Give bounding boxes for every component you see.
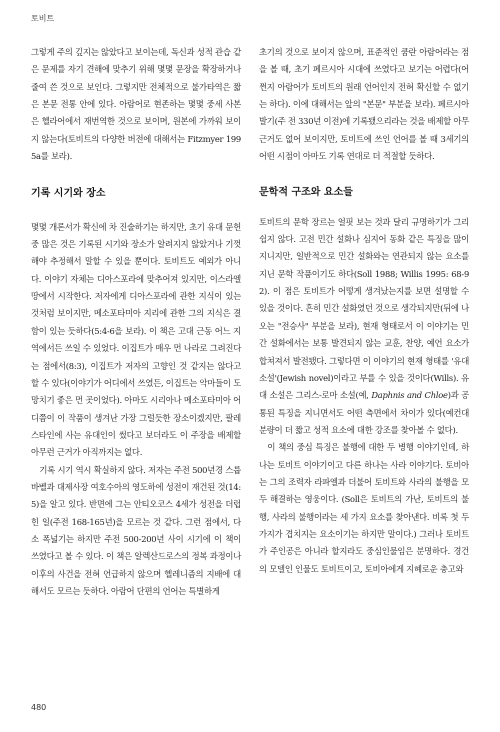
paragraph-text: )과 공통된 특징을 지니면서도 어떤 측면에서 차이가 있다(예컨대 분량이 더 짧고 성적 요소에 대한 강조를 찾아볼 수 없다). [259,390,469,435]
left-column [31,44,241,600]
running-head: 토비트 [31,14,55,23]
section-heading-literary-structure: 문학적 구조와 요소들 [259,187,353,199]
paragraph [259,214,469,439]
right-column [259,44,469,578]
paragraph: 이 책의 중심 특징은 불행에 대한 두 병행 이야기인데, 하나는 토비트 이야기이고 다른 하나는 사라 이야기다. 토비아는 그의 조력자 라파엘과 더불어 토비트와 사라의 불행을 모두 해결하는 영웅이다. (Soll은 토비트의 가난, 토비트의 불행, 사라의 불행이라는 세 가지 요소를 찾아낸다. 비록 첫 두 가지가 겹치지는 요소이기는 하지만 말이다.) 그러나 토비트가 주인공은 아니라 할지라도 중심인물임은 분명하다. 경건의 모델인 인물도 토비트이고, 토비아에게 지혜로운 충고와 [259,442,469,574]
book-title-italic: Daphnis and Chloe [371,390,448,401]
paragraph: 기록 시기 역시 확실하지 않다. 저자는 주전 500년경 스룹바벨과 대제사장 여호수아의 영도하에 성전이 재건된 것(14:5)을 알고 있다. 반면에 그는 안티오코스 4세가 성전을 더럽힌 일(주전 168-165년)을 모르는 것 같다. 그런 점에서, 다소 폭넓기는 하지만 주전 500-200년 사이 시기에 이 책이 쓰였다고 볼 수 있다. 이 책은 알렉산드로스의 정복 과정이나 이후의 사건을 전혀 언급하지 않으며 헬레니즘의 지배에 대해서도 모르는 듯하다. 아람어 단편의 언어는 특별하게 [31,464,241,596]
section-heading-date-place: 기록 시기와 장소 [31,188,106,200]
page-number: 480 [31,703,47,712]
paragraph: 그렇게 주의 깊지는 않았다고 보이는데, 독신과 성적 관습 같은 문제를 자기 견해에 맞추기 위해 몇몇 문장을 확장하거나 줄여 쓴 것으로 보인다. 그렇지만 전체적으로 불가타역은 짧은 본문 전통 안에 있다. 아람어로 현존하는 몇몇 중세 사본은 헬라어에서 재번역한 것으로 보이며, 원본에 가까워 보이지 않는다(토비트의 다양한 버전에 대해서는 Fitzmyer 1995a를 보라). [31,47,241,162]
paragraph: 초기의 것으로 보이지 않으며, 표준적인 쿰란 아람어라는 점을 볼 때, 초기 페르시아 시대에 쓰였다고 보기는 어렵다(어쩐지 아람어가 토비트의 원래 언어인지 전혀 확신할 수 없기는 하다). 이에 대해서는 앞의 "본문" 부분을 보라). 페르시아 발기(주 전 330년 이전)에 기록됐으리라는 것을 배제할 아무 근거도 없어 보이지만, 토비트에 쓰인 언어를 볼 때 3세기의 어떤 시점이 아마도 기록 연대로 더 적절할 듯하다. [259,47,469,162]
paragraph: 몇몇 개론서가 확신에 차 진술하기는 하지만, 초기 유대 문헌 중 많은 것은 기록된 시기와 장소가 알려지지 않았거나 기껏해야 추정해서 말할 수 있을 뿐이다. 토비트도 예외가 아니다. 이야기 자체는 디아스포라에 맞추어져 있지만, 이스라엘 땅에서 시작한다. 저자에게 디아스포라에 관한 지식이 있는 것처럼 보이지만, 메소포타미아 지리에 관한 그의 지식은 결함이 있는 듯하다(5:4-6을 보라). 이 책은 고대 근동 어느 지역에서든 쓰일 수 있었다. 이집트가 매우 먼 나라로 그려진다는 점에서(8:3), 이집트가 저자의 고향인 것 같지는 않다고 할 수 있다(이야기가 어디에서 쓰였든, 이집트는 악마들이 도망치기 좋은 먼 곳이었다). 아마도 시리아나 메소포타미아 어디쯤이 이 작품이 생겨난 가장 그럴듯한 장소이겠지만, 팔레스타인에 사는 유대인이 썼다고 보더라도 이 주장을 배제할 아무런 근거가 아직까지는 없다. [31,221,241,458]
paragraph-text: 토비트의 문학 장르는 얼핏 보는 것과 달리 규명하기가 그리 쉽지 않다. 고전 민간 설화나 심지어 동화 같은 특징을 많이 지니지만, 일반적으로 민간 설화와는 연관되지 않는 요소를 지닌 문학 작품이기도 하다(Soll 1988; Willis 1995: 68-92). 이 점은 토비트가 어떻게 생겨났는지를 보면 설명할 수 있을 것이다. 흔히 민간 설화였던 것으로 생각되지만(뒤에 나오는 "전승사" 부분을 보라), 현재 형태로서 이 이야기는 민간 설화에서는 보통 발견되지 않는 교훈, 찬양, 예언 요소가 합쳐져서 발전됐다. 그렇다면 이 이야기의 현재 형태를 '유대 소설'(Jewish novel)이라고 부를 수 있을 것이다(Wills). 유대 소설은 그리스-로마 소설(예, [259,216,469,401]
